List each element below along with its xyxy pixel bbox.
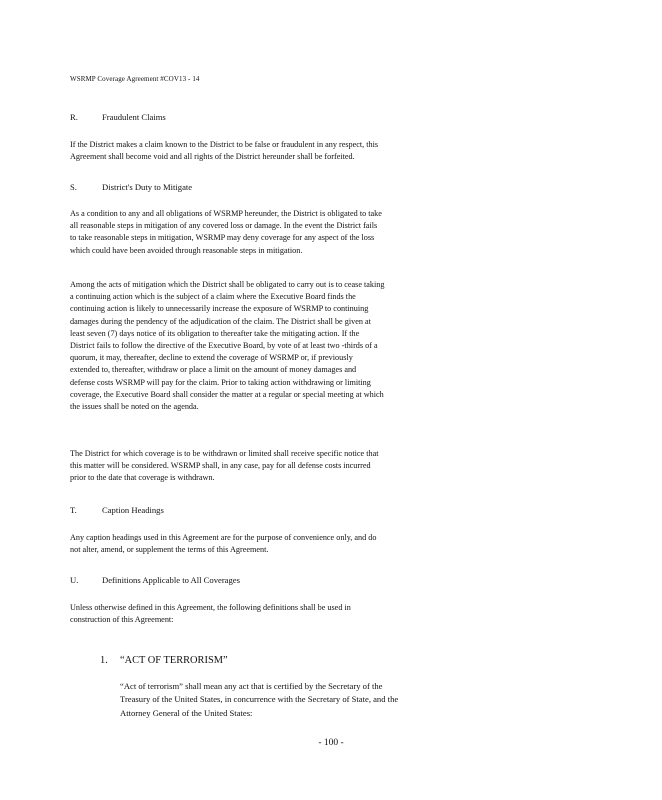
text-line: Treasury of the United States, in concurrence with the Secretary of State, and the — [120, 694, 399, 705]
section-letter: R. — [70, 112, 78, 122]
text-line: coverage, the Executive Board shall consider the matter at a regular or special meeting at which — [70, 389, 384, 399]
section-letter: T. — [70, 505, 77, 515]
text-line: District fails to follow the directive of the Executive Board, by vote of at least two -thirds of a — [70, 341, 378, 351]
text-line: As a condition to any and all obligations of WSRMP hereunder, the District is obligated to take — [70, 209, 382, 218]
text-line: extended to, thereafter, withdraw or place a limit on the amount of money damages and — [70, 365, 357, 375]
definition-number: 1. — [100, 655, 108, 666]
section-heading-u — [70, 575, 240, 585]
text-line: which could have been avoided through reasonable steps in mitigation. — [70, 245, 303, 255]
paragraph — [70, 279, 510, 413]
text-line: the issues shall be noted on the agenda. — [70, 402, 199, 412]
text-line: a continuing action which is the subject of a claim where the Executive Board finds the — [70, 292, 356, 302]
section-title: Caption Headings — [102, 505, 164, 515]
text-line: Agreement shall become void and all rights of the District hereunder shall be forfeited. — [70, 152, 355, 162]
text-line: construction of this Agreement: — [70, 615, 174, 625]
text-line: continuing action is likely to unnecessarily increase the exposure of WSRMP to continuing — [70, 304, 369, 314]
text-line: damages during the pendency of the adjudication of the claim. The District shall be given at — [70, 316, 371, 326]
text-line: all reasonable steps in mitigation of any covered loss or damage. In the event the District fails — [70, 221, 378, 231]
paragraph — [70, 448, 510, 485]
section-letter: U. — [70, 575, 79, 585]
text-line: this matter will be considered. WSRMP shall, in any case, pay for all defense costs incurred — [70, 461, 371, 471]
text-line: prior to the date that coverage is withdrawn. — [70, 473, 215, 483]
page-number: - 100 - — [318, 738, 344, 748]
paragraph — [70, 139, 510, 163]
text-line: defense costs WSRMP will pay for the claim. Prior to taking action withdrawing or limiting — [70, 377, 371, 387]
definition-heading — [100, 655, 228, 666]
text-line: Any caption headings used in this Agreement are for the purpose of convenience only, and do — [70, 533, 377, 542]
text-line: Unless otherwise defined in this Agreement, the following definitions shall be used in — [70, 603, 351, 612]
section-heading-t — [70, 505, 164, 515]
text-line: to take reasonable steps in mitigation, WSRMP may deny coverage for any aspect of the loss — [70, 233, 375, 243]
text-line: Among the acts of mitigation which the District shall be obligated to carry out is to cease taking — [70, 280, 385, 289]
text-line: The District for which coverage is to be withdrawn or limited shall receive specific notice that — [70, 449, 379, 458]
text-line: If the District makes a claim known to the District to be false or fraudulent in any respect, this — [70, 140, 379, 149]
section-heading-r — [70, 112, 166, 122]
text-line: Attorney General of the United States: — [120, 707, 253, 718]
paragraph — [70, 208, 510, 257]
definition-text — [120, 680, 488, 720]
section-title: Definitions Applicable to All Coverages — [102, 575, 240, 585]
paragraph — [70, 532, 510, 556]
section-heading-s — [70, 182, 192, 192]
text-line: not alter, amend, or supplement the terms of this Agreement. — [70, 545, 269, 555]
text-line: “Act of terrorism” shall mean any act that is certified by the Secretary of the — [120, 681, 383, 691]
section-title: Fraudulent Claims — [102, 112, 166, 122]
paragraph — [70, 602, 510, 626]
page-header: WSRMP Coverage Agreement #COV13 - 14 — [70, 75, 200, 83]
definition-term: “ACT OF TERRORISM” — [120, 655, 228, 666]
text-line: quorum, it may, thereafter, decline to extend the coverage of WSRMP or, if previously — [70, 353, 353, 363]
text-line: least seven (7) days notice of its obligation to thereafter take the mitigating action. If the — [70, 328, 360, 338]
section-title: District's Duty to Mitigate — [102, 182, 193, 192]
section-letter: S. — [70, 182, 77, 192]
